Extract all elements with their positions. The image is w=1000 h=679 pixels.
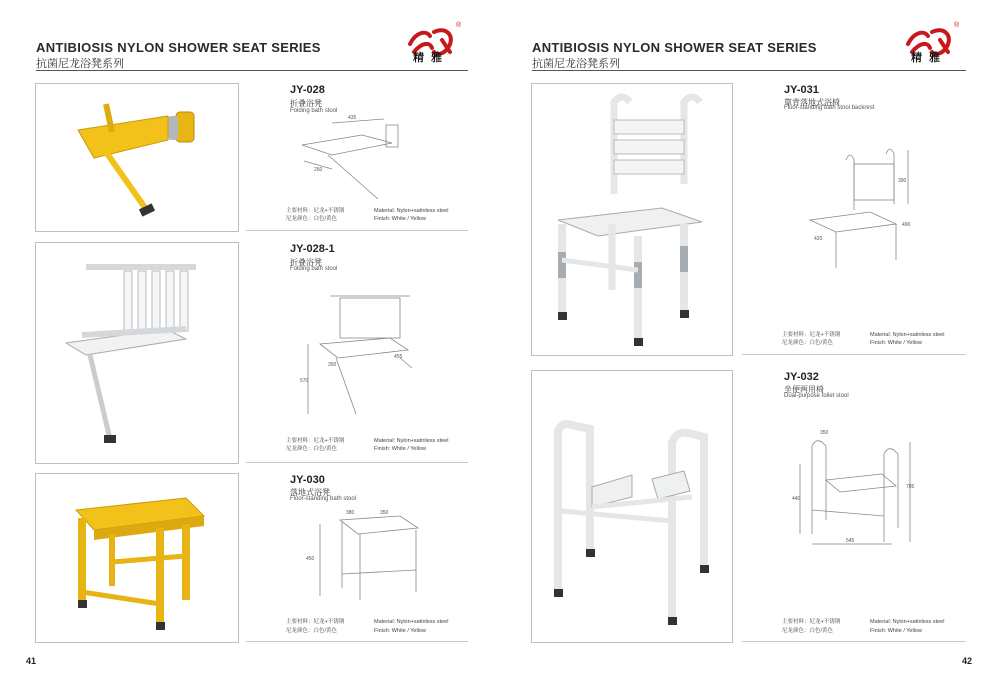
spec-material-en: Material: Nylon+satinless steel (374, 619, 449, 625)
yellow-floor-stool-image (36, 474, 238, 642)
logo-text: 精 雅 (413, 52, 445, 64)
spec-finish-en: Finish: White / Yellow (870, 628, 922, 634)
page-title: ANTIBIOSIS NYLON SHOWER SEAT SERIES (36, 40, 321, 55)
product-code: JY-028 (290, 84, 325, 96)
section-divider (742, 641, 966, 642)
technical-drawing-jy-030 (306, 504, 436, 608)
page-subtitle: 抗菌尼龙浴凳系列 (36, 58, 124, 70)
technical-drawing-jy-032 (792, 424, 922, 548)
dimension-label: 435 (348, 115, 357, 121)
registered-mark: ® (456, 22, 462, 29)
dimension-label: 705 (906, 484, 915, 490)
product-name-cn: 靠背落地式浴椅 (784, 98, 840, 107)
dimension-label: 350 (380, 510, 389, 516)
spec-color-cn: 尼龙颜色：白色/黄色 (286, 446, 338, 452)
spec-material-cn: 主要材料：尼龙+不锈钢 (286, 208, 345, 214)
product-name-cn: 折叠浴凳 (290, 258, 322, 267)
spec-material-cn: 主要材料：尼龙+不锈钢 (286, 438, 345, 444)
dimension-label: 440 (792, 496, 801, 502)
page-number: 42 (962, 656, 973, 666)
product-name-en: Folding bath stool (290, 266, 338, 272)
product-code: JY-031 (784, 84, 819, 96)
section-divider (246, 462, 468, 463)
product-photo-jy-031 (531, 83, 733, 356)
spec-material-en: Material: Nylon+satinless steel (374, 208, 449, 214)
spec-material-cn: 主要材料：尼龙+不锈钢 (286, 619, 345, 625)
dimension-label: 420 (814, 236, 823, 242)
right-page (500, 0, 1000, 679)
dimension-label: 350 (820, 430, 829, 436)
dual-purpose-toilet-stool-image (532, 371, 732, 642)
page-subtitle: 抗菌尼龙浴凳系列 (532, 58, 620, 70)
backrest-bath-chair-image (532, 84, 732, 355)
section-divider (246, 230, 468, 231)
dimension-label: 350 (328, 362, 337, 368)
dimension-label: 380 (346, 510, 355, 516)
spec-color-cn: 尼龙颜色：白色/黄色 (782, 628, 834, 634)
spec-material-cn: 主要材料：尼龙+不锈钢 (782, 619, 841, 625)
dimension-label: 455 (394, 354, 403, 360)
product-photo-jy-028-1 (35, 242, 239, 464)
technical-drawing-jy-028-1 (300, 284, 460, 420)
spec-color-cn: 尼龙颜色：白色/黄色 (286, 628, 338, 634)
page-title: ANTIBIOSIS NYLON SHOWER SEAT SERIES (532, 40, 817, 55)
spec-finish-en: Finish: White / Yellow (374, 216, 426, 222)
technical-drawing-jy-028 (292, 115, 462, 203)
dimension-label: 545 (846, 538, 855, 544)
section-divider (246, 641, 468, 642)
product-name-cn: 落地式浴凳 (290, 488, 330, 497)
spec-finish-en: Finish: White / Yellow (870, 340, 922, 346)
header-rule (36, 70, 468, 71)
product-name-en: Floor-standing bath stool backrest (784, 105, 875, 111)
product-name-en: Floor-standing bath stool (290, 496, 357, 502)
spec-material-en: Material: Nylon+satinless steel (870, 619, 945, 625)
spec-color-cn: 尼龙颜色：白色/黄色 (286, 216, 338, 222)
technical-drawing-jy-031 (790, 140, 920, 270)
white-folding-stool-image (36, 243, 238, 463)
product-photo-jy-030 (35, 473, 239, 643)
section-divider (742, 354, 966, 355)
spec-color-cn: 尼龙颜色：白色/黄色 (782, 340, 834, 346)
product-photo-jy-028 (35, 83, 239, 232)
product-code: JY-028-1 (290, 243, 335, 255)
dimension-label: 490 (902, 222, 911, 228)
logo-text: 精 雅 (911, 52, 943, 64)
product-photo-jy-032 (531, 370, 733, 643)
product-name-cn: 坐便两用椅 (784, 385, 824, 394)
product-code: JY-030 (290, 474, 325, 486)
spec-finish-en: Finish: White / Yellow (374, 628, 426, 634)
dimension-label: 450 (306, 556, 315, 562)
header-rule (532, 70, 966, 71)
spec-material-cn: 主要材料：尼龙+不锈钢 (782, 332, 841, 338)
product-name-en: Dual-purpose toilet stool (784, 393, 849, 399)
spec-material-en: Material: Nylon+satinless steel (374, 438, 449, 444)
dimension-label: 390 (898, 178, 907, 184)
registered-mark: ® (954, 22, 960, 29)
spec-material-en: Material: Nylon+satinless steel (870, 332, 945, 338)
spec-finish-en: Finish: White / Yellow (374, 446, 426, 452)
product-name-en: Folding bath stool (290, 108, 338, 114)
yellow-folding-stool-image (36, 84, 238, 231)
product-code: JY-032 (784, 371, 819, 383)
dimension-label: 260 (314, 167, 323, 173)
product-name-cn: 折叠浴凳 (290, 99, 322, 108)
dimension-label: 570 (300, 378, 309, 384)
page-number: 41 (26, 656, 37, 666)
